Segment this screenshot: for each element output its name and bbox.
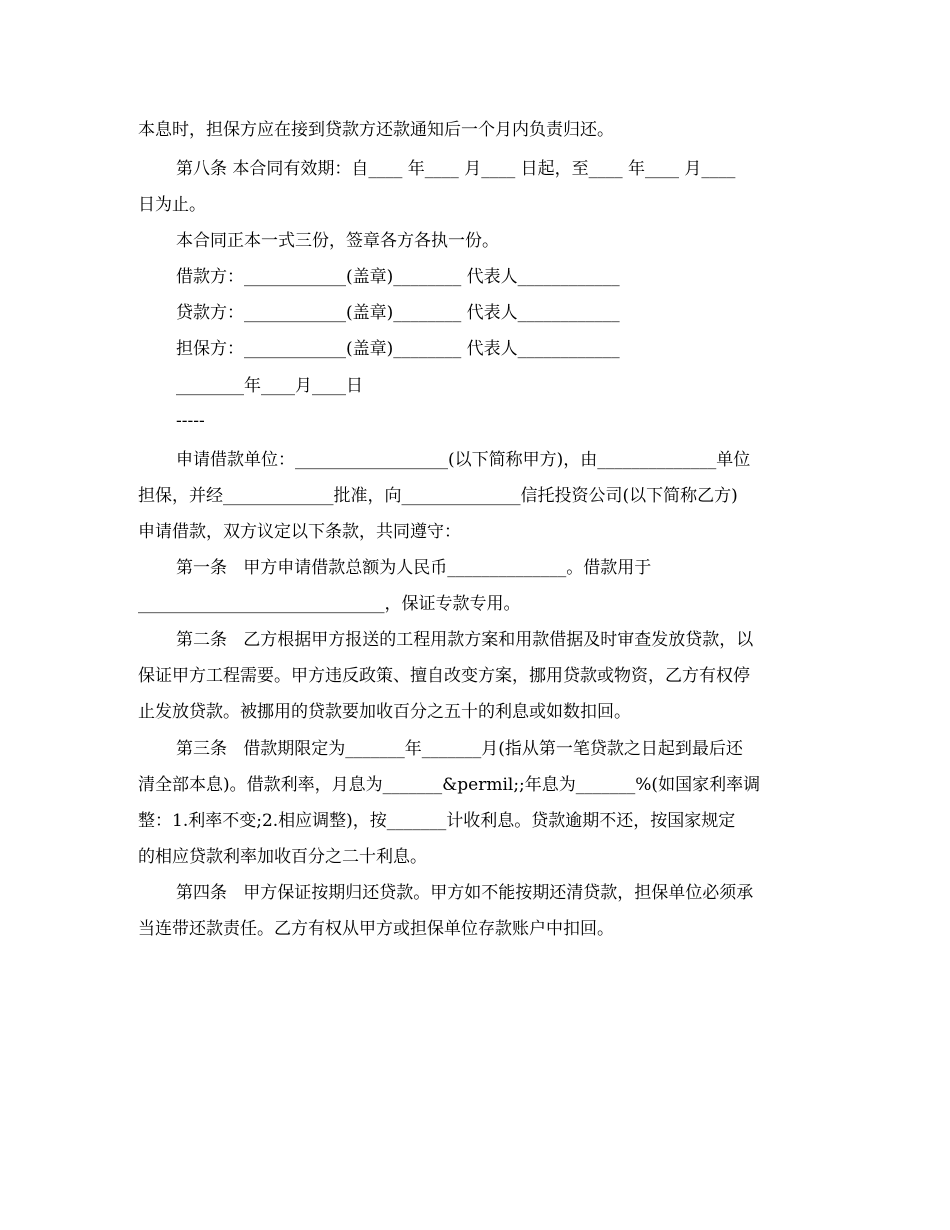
article-1-line: 第一条 甲方申请借款总额为人民币______________。借款用于 [176, 558, 652, 578]
article-4-line: 第四条 甲方保证按期归还贷款。甲方如不能按期还清贷款，担保单位必须承 [176, 883, 754, 903]
article-8-line-2: 日为止。 [138, 195, 206, 215]
article-3-line-4: 的相应贷款利率加收百分之二十利息。 [138, 847, 427, 867]
article-1-line-2: _____________________________，保证专款专用。 [138, 594, 521, 614]
copies-line: 本合同正本一式三份，签章各方各执一份。 [176, 231, 499, 251]
borrower-signature-line: 借款方：____________(盖章)________ 代表人____________ [176, 267, 620, 287]
applicant-line-2: 担保，并经_____________批准，向______________信托投资公司(以下简称乙方) [138, 486, 738, 506]
guarantor-signature-line: 担保方：____________(盖章)________ 代表人____________ [176, 339, 620, 359]
applicant-line: 申请借款单位：__________________(以下简称甲方)，由______________单位 [176, 450, 751, 470]
article-8-line: 第八条 本合同有效期：自____ 年____ 月____ 日起，至____ 年____ 月____ [176, 159, 736, 179]
article-4-line-2: 当连带还款责任。乙方有权从甲方或担保单位存款账户中扣回。 [138, 919, 614, 939]
separator-line: ----- [176, 411, 205, 431]
article-2-line-2: 保证甲方工程需要。甲方违反政策、擅自改变方案，挪用贷款或物资，乙方有权停 [138, 666, 750, 686]
date-line: ________年____月____日 [176, 376, 363, 396]
article-3-line-2: 清全部本息)。借款利率，月息为_______&permil;;年息为_______%(如国家利率调 [138, 775, 761, 795]
text-line-continuation: 本息时，担保方应在接到贷款方还款通知后一个月内负责归还。 [138, 120, 614, 140]
article-2-line-3: 止发放贷款。被挪用的贷款要加收百分之五十的利息或如数扣回。 [138, 702, 631, 722]
applicant-line-3: 申请借款，双方议定以下条款，共同遵守： [138, 522, 461, 542]
article-3-line-3: 整：1.利率不变;2.相应调整)，按_______计收利息。贷款逾期不还，按国家规定 [138, 811, 736, 831]
lender-signature-line: 贷款方：____________(盖章)________ 代表人____________ [176, 303, 620, 323]
article-3-line: 第三条 借款期限定为_______年_______月(指从第一笔贷款之日起到最后还 [176, 739, 743, 759]
article-2-line: 第二条 乙方根据甲方报送的工程用款方案和用款借据及时审查发放贷款，以 [176, 630, 754, 650]
